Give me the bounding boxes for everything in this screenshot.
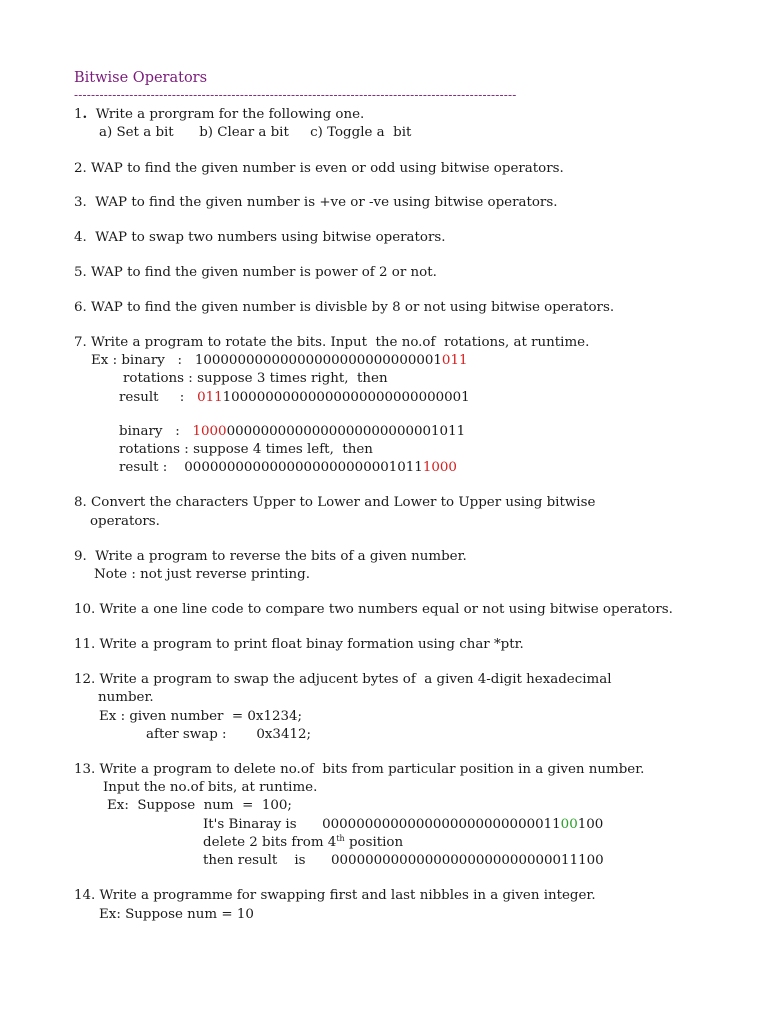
q13-delete-position: position — [344, 835, 404, 850]
question-10: 10. Write a one line code to compare two numbers equal or not using bitwise operators. — [74, 602, 673, 617]
question-7: 7. Write a program to rotate the bits. Input the no.of rotations, at runtime. — [74, 335, 590, 350]
page-title: Bitwise Operators — [74, 70, 208, 86]
q12-after-swap: after swap : 0x3412; — [146, 727, 312, 742]
q7-result-left — [119, 459, 457, 476]
question-14: 14. Write a programme for swapping first and last nibbles in a given integer. — [74, 888, 596, 903]
q13-input-note: Input the no.of bits, at runtime. — [103, 780, 318, 795]
q7-ex-label: Ex : binary : — [91, 353, 195, 368]
q7-rotations-left: rotations : suppose 4 times left, then — [119, 442, 373, 457]
q7-res1-label: result : — [119, 390, 198, 405]
q7-ex-bits-highlight: 011 — [441, 353, 468, 368]
q1-options: a) Set a bit b) Clear a bit c) Toggle a bit — [99, 125, 412, 140]
q7-rotations-right: rotations : suppose 3 times right, then — [123, 371, 388, 386]
question-13: 13. Write a program to delete no.of bits from particular position in a given number. — [74, 762, 645, 777]
q7-bin2-bits: 0000000000000000000000001011 — [226, 424, 466, 439]
title-rule: -------------------------------------------------------------------------------------------------------- — [74, 88, 517, 102]
question-5: 5. WAP to find the given number is power of 2 or not. — [74, 265, 437, 280]
q7-ex-bits: 10000000000000000000000000001 — [194, 353, 442, 368]
q13-binary-label: It's Binaray is — [203, 817, 323, 832]
q13-delete — [203, 834, 403, 851]
q7-res2-bits: 0000000000000000000000001011 — [184, 460, 423, 475]
question-9: 9. Write a program to reverse the bits of a given number. — [74, 549, 467, 564]
question-4: 4. WAP to swap two numbers using bitwise operators. — [74, 230, 446, 245]
q13-result — [203, 852, 604, 869]
q7-binary-2 — [119, 423, 465, 440]
q7-res1-bits: 10000000000000000000000000001 — [222, 390, 470, 405]
q13-binary-bits: 0000000000000000000000000011 — [322, 817, 561, 832]
question-11: 11. Write a program to print float binay formation using char *ptr. — [74, 637, 524, 652]
question-2: 2. WAP to find the given number is even or odd using bitwise operators. — [74, 161, 564, 176]
q7-res2-label: result : — [119, 460, 185, 475]
q13-binary-bits-tail: 100 — [577, 817, 604, 832]
q7-bin2-highlight: 1000 — [192, 424, 227, 439]
q9-note: Note : not just reverse printing. — [94, 567, 310, 582]
q7-res2-highlight: 1000 — [422, 460, 457, 475]
q13-binary — [203, 816, 603, 833]
q13-result-label: then result is — [203, 853, 332, 868]
q13-delete-text: delete 2 bits from 4 — [203, 835, 337, 850]
question-3: 3. WAP to find the given number is +ve or -ve using bitwise operators. — [74, 195, 558, 210]
q7-example-binary — [91, 352, 467, 369]
q1-dot: . — [82, 106, 88, 122]
q1-text: Write a prorgram for the following one. — [87, 107, 365, 122]
q13-example: Ex: Suppose num = 100; — [107, 798, 292, 813]
q7-result-right — [119, 389, 470, 406]
question-8: 8. Convert the characters Upper to Lower and Lower to Upper using bitwise — [74, 495, 596, 510]
q13-binary-highlight: 00 — [560, 817, 578, 832]
question-12: 12. Write a program to swap the adjucent bytes of a given 4-digit hexadecimal — [74, 672, 612, 687]
question-6: 6. WAP to find the given number is divisble by 8 or not using bitwise operators. — [74, 300, 615, 315]
q8-continued: operators. — [90, 514, 160, 529]
q12-continued: number. — [98, 690, 154, 705]
q13-delete-superscript: th — [336, 834, 345, 843]
q13-result-bits: 00000000000000000000000000011100 — [331, 853, 604, 868]
q1-number: 1 — [74, 107, 83, 122]
q7-bin2-label: binary : — [119, 424, 193, 439]
question-1 — [74, 106, 364, 123]
q7-res1-highlight: 011 — [197, 390, 223, 405]
q14-example: Ex: Suppose num = 10 — [99, 907, 254, 922]
q12-example: Ex : given number = 0x1234; — [99, 709, 303, 724]
